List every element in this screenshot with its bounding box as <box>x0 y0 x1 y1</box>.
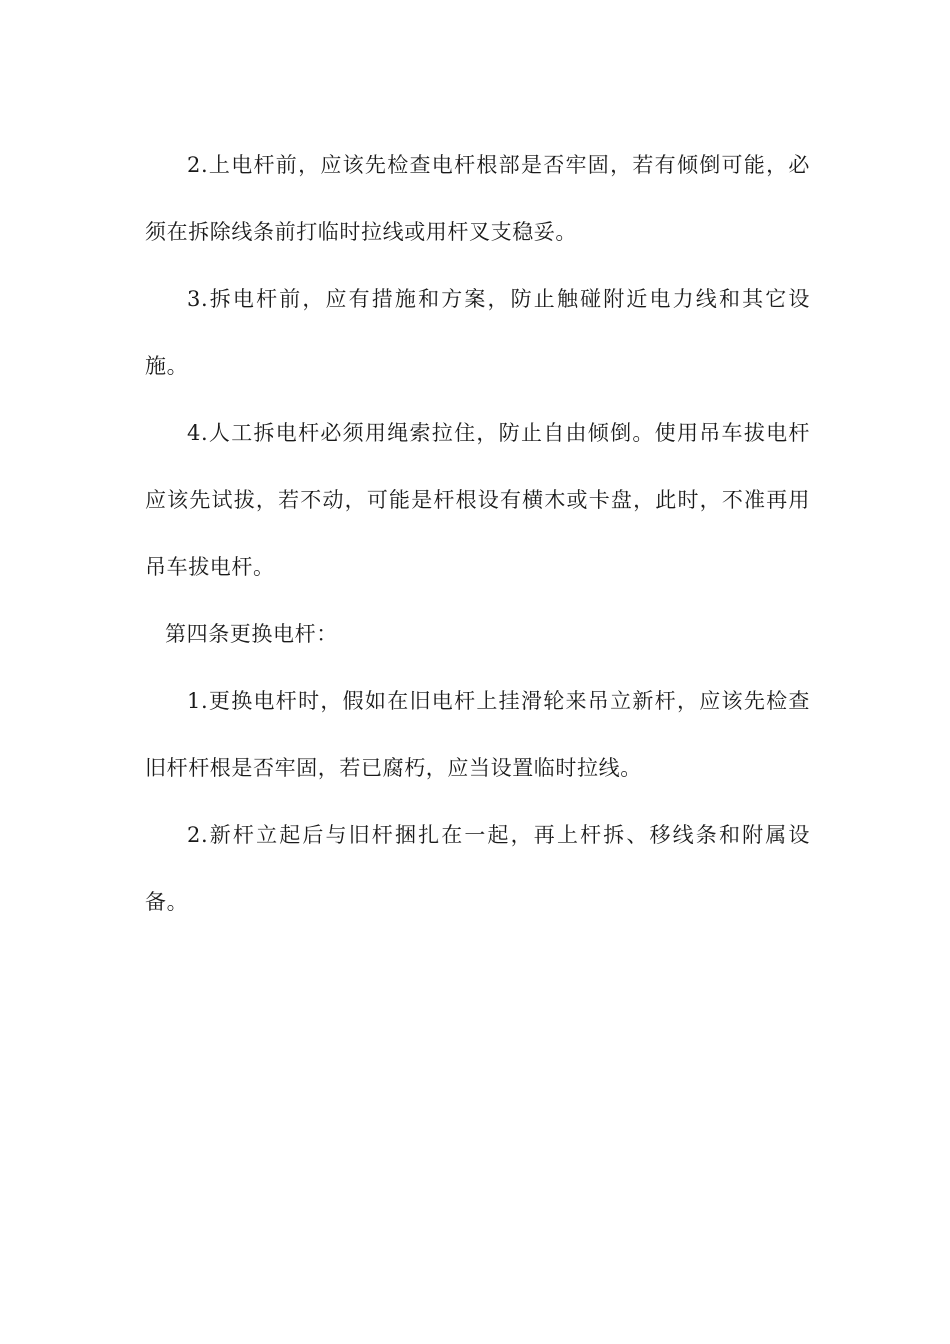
paragraph-dismantle-measures: 3.拆电杆前，应有措施和方案，防止触碰附近电力线和其它设施。 <box>145 287 810 378</box>
paragraph-pole-root-check: 2.上电杆前，应该先检查电杆根部是否牢固，若有倾倒可能，必须在拆除线条前打临时拉线或用杆叉支稳妥。 <box>145 153 810 244</box>
paragraph-new-pole-binding: 2.新杆立起后与旧杆捆扎在一起，再上杆拆、移线条和附属设备。 <box>145 823 810 914</box>
document-body <box>145 132 810 936</box>
section-heading-replace-pole: 第四条更换电杆： <box>165 622 338 646</box>
paragraph-replace-pole-pulley: 1.更换电杆时，假如在旧电杆上挂滑轮来吊立新杆，应该先检查旧杆杆根是否牢固，若已腐朽，应当设置临时拉线。 <box>145 689 810 780</box>
paragraph-manual-dismantle: 4.人工拆电杆必须用绳索拉住，防止自由倾倒。使用吊车拔电杆应该先试拔，若不动，可能是杆根设有横木或卡盘，此时，不准再用吊车拔电杆。 <box>145 421 810 579</box>
